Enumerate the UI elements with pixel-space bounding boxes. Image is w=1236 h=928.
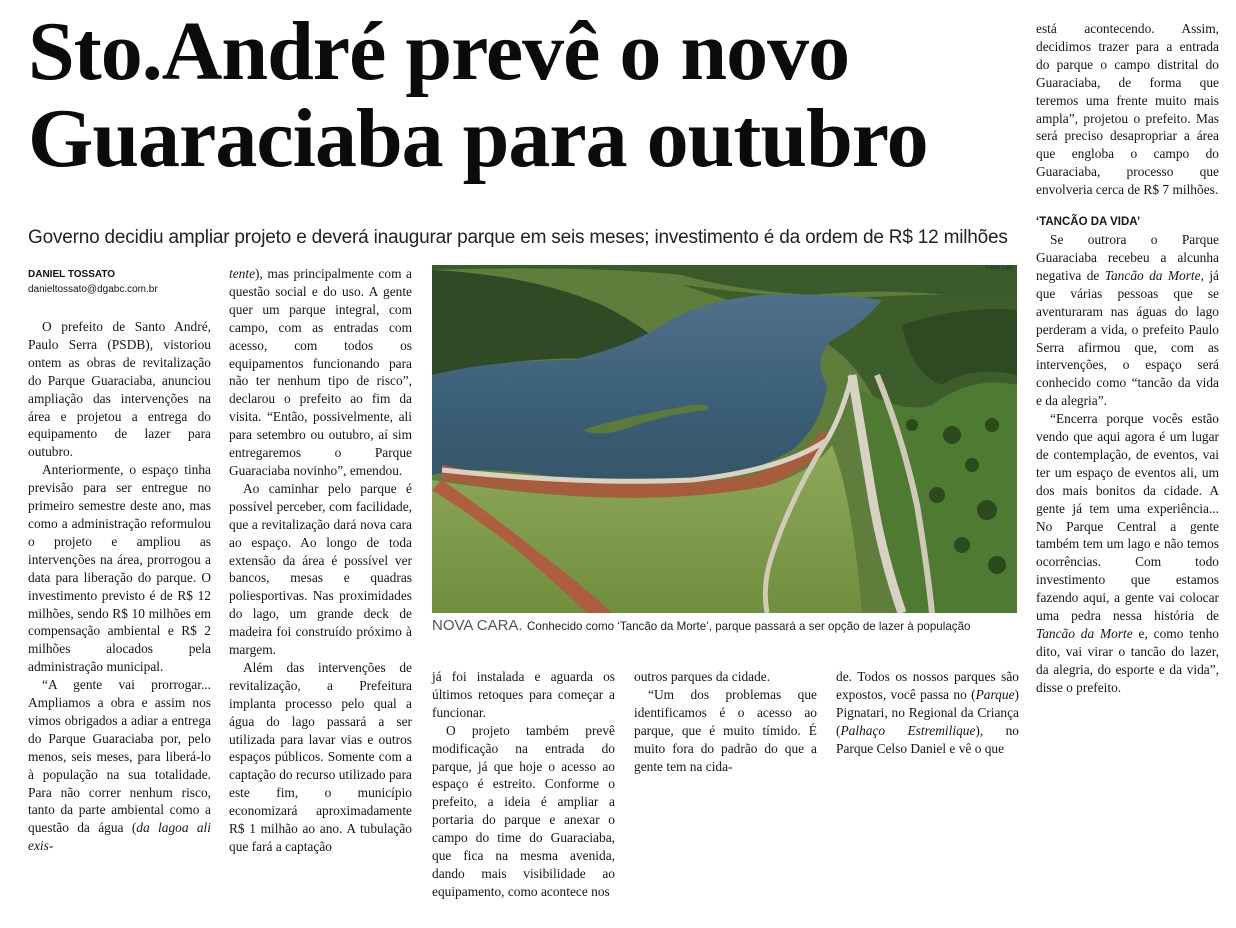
text-run: ), mas principalmente com a questão social e do uso. A gente quer um parque integral, com campo, com as entradas com acesso, com todos os equipamentos funcionando para não ter nenhum tipo de risco”, declarou o prefeito ao fim da visita. “Então, possivelmente, ali para setembro ou outubro, aí sim entregaremos o Parque Guaraciaba novinho”, emendou. [229,266,412,478]
italic-text: tente [229,266,256,281]
italic-text: Palhaço Estremilique [840,722,976,738]
caption-title: NOVA CARA. [432,617,523,634]
paragraph [836,668,1019,758]
aerial-photo [432,265,1017,613]
headline-line-2: Guaraciaba para outubro [28,92,928,185]
italic-text: da lagoa ali exis- [28,820,211,854]
italic-text: Parque [975,686,1015,702]
article-column-3 [432,668,615,901]
paragraph: outros parques da cidade. [634,669,771,684]
text-run: ) Pignatari, no Regional da Criança ( [836,686,1019,738]
paragraph: “Um dos problemas que identificamos é o acesso ao parque, que é muito tímido. É muito fora do padrão do que a gente tem na cida- [634,686,817,774]
article-column-2 [229,265,412,856]
paragraph: está acontecendo. Assim, decidimos trazer para a entrada do parque o campo distrital do Guaraciaba, de forma que teremos uma frente muito mais ampla”, projetou o prefeito. Mas será preciso desapropriar a área que engloba o campo do Guaraciaba, processo que envolveria cerca de R$ 7 milhões. [1036,21,1219,198]
headline-line-1: Sto.André prevê o novo [28,5,850,98]
paragraph [1036,410,1219,697]
section-subtitle: ‘TANCÃO DA VIDA’ [1036,216,1141,229]
text-run: , já que várias pessoas que se aventuraram nas águas do lago perderam a vida, o prefeito Paulo Serra afirmou que, com as intervenções, o espaço será conhecido como “tancão da vida e da alegria”. [1036,267,1219,409]
text-run: de. Todos os nossos parques são expostos, você passa no ( [836,669,1019,702]
paragraph [28,676,211,855]
article-column-4 [634,668,817,775]
text-run: Se outrora o Parque Guaraciaba recebeu a alcunha negativa de [1036,232,1219,283]
paragraph: Anteriormente, o espaço tinha previsão para ser entregue no primeiro semestre deste ano, mas como a administração reformulou o projeto e ampliou as intervenções na área, prorrogou a data para liberação do parque. O investimento previsto é de R$ 12 milhões, sendo R$ 10 milhões em compensação ambiental e R$ 2 milhões alocados pela administração municipal. [28,462,211,675]
article-column-6 [1036,20,1219,697]
caption-text: Conhecido como ‘Tancão da Morte’, parque passará a ser opção de lazer à população [527,620,971,633]
text-run: “Encerra porque vocês estão vendo que aqui agora é um lugar de contemplação, de eventos, vai ter um espaço de eventos ali, um dos mais bonitos da cidade. A gente já tem uma experiência... No Parque Central a gente também tem um lago e não temos ocorrências. Com todo investimento que estamos fazendo aqui, a gente vai colocar uma pedra nessa história de [1036,411,1219,624]
paragraph [229,265,412,480]
paragraph: Além das intervenções de revitalização, a Prefeitura implanta processo pelo qual a água do lago passará a ser utilizada para lavar vias e outros espaços públicos. Somente com a captação do recurso utilizado para este fim, o município economizará aproximadamente R$ 1 milhão ao ano. A tubulação que fará a captação [229,659,412,854]
author-email[interactable]: danieltossato@dgabc.com.br [28,284,158,295]
author-name: DANIEL TOSSATO [28,269,116,280]
paragraph: Ao caminhar pelo parque é possível perceber, com facilidade, que a revitalização dará nova cara ao espaço. Ao longo de toda extensão da área é possível ver bancos, mesas e quadras poliesportivas. Nas proximidades do lago, um grande deck de madeira foi construído próximo à margem. [229,480,412,658]
text-run: ), no Parque Celso Daniel e vê o que [836,722,1020,756]
article-column-5 [836,668,1019,758]
subheadline: Governo decidiu ampliar projeto e deverá inaugurar parque em seis meses; investimento é da ordem de R$ 12 milhões [28,227,1008,248]
paragraph: O projeto também prevê modificação na entrada do parque, já que hoje o acesso ao espaço é estreito. Conforme o prefeito, a ideia é ampliar a portaria do parque e anexar o campo do time do Guaraciaba, que fica na mesma avenida, dando mais visibilidade ao equipamento, como acontece nos [432,722,615,899]
aerial-photo-illustration [432,265,1017,613]
photo-caption [432,617,1032,635]
italic-text: Tancão da Morte [1104,267,1201,283]
paragraph: já foi instalada e aguarda os últimos retoques para começar a funcionar. [432,669,615,720]
photo-credit: Celso Luiz [984,265,1013,271]
byline [28,268,218,298]
paragraph: O prefeito de Santo André, Paulo Serra (PSDB), vistoriou ontem as obras de revitalização do Parque Guaraciaba, anunciou ampliação das intervenções na área e projetou a entrega do equipamento de lazer para outubro. [28,319,211,460]
text-run: “A gente vai prorrogar... Ampliamos a obra e assim nos vimos obrigados a adiar a entrega do Parque Guaraciaba por, pelo menos, seis meses, para liberá-lo à população na sua totalidade. Para não correr nenhum risco, tanto da parte ambiental como a questão da água ( [28,677,211,836]
headline [28,5,1018,185]
italic-text: Tancão da Morte [1036,626,1133,641]
article-column-1 [28,318,211,855]
paragraph [1036,231,1219,410]
text-run: e, como tenho dito, vai virar o tancão do lazer, da alegria, do esporte e da vida”, disse o prefeito. [1036,626,1219,695]
